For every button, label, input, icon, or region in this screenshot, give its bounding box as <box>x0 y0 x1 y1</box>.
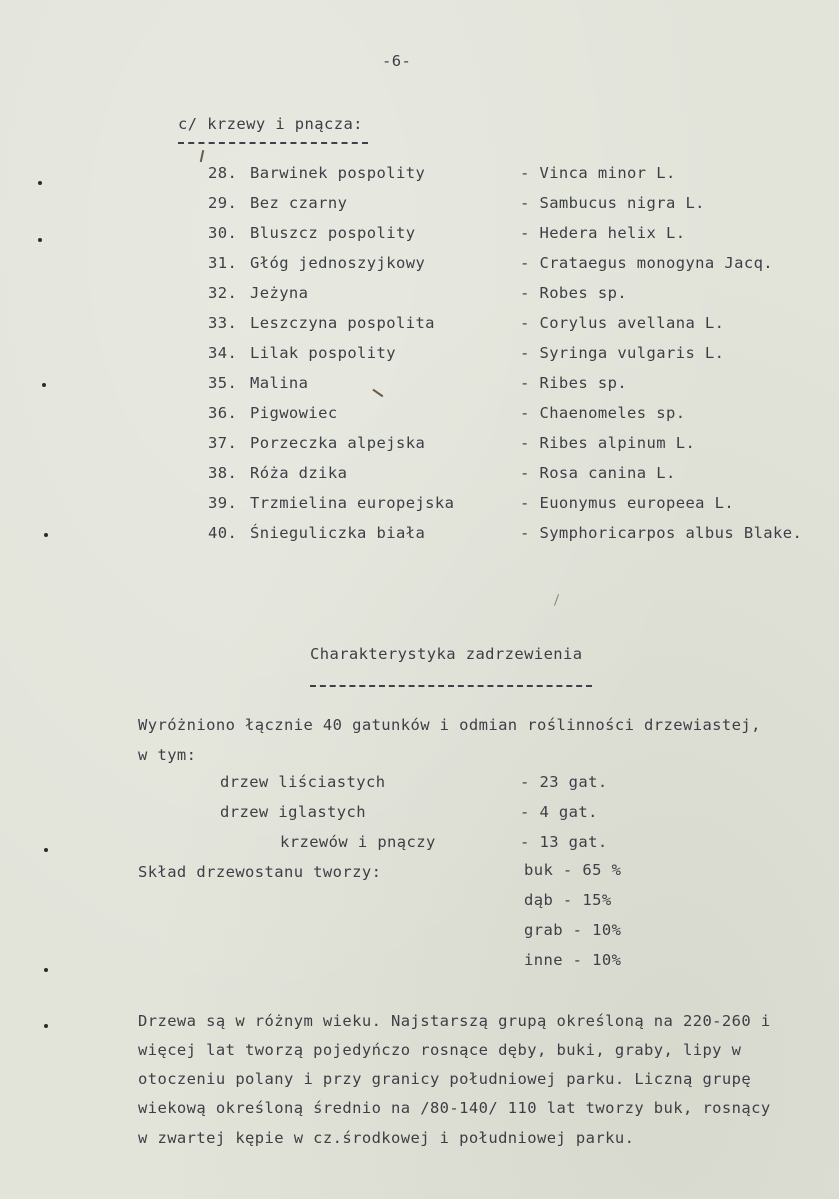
species-latin-name: - Ribes sp. <box>520 374 628 392</box>
species-number: 34. <box>208 344 238 362</box>
species-latin-name: - Sambucus nigra L. <box>520 194 705 212</box>
species-row <box>0 344 839 364</box>
species-number: 32. <box>208 284 238 302</box>
species-polish-name: Róża dzika <box>250 464 348 482</box>
pencil-mark <box>554 594 559 606</box>
composition-beech: buk - 65 % <box>524 861 622 879</box>
species-row <box>0 464 839 484</box>
species-row <box>0 194 839 214</box>
species-latin-name: - Vinca minor L. <box>520 164 676 182</box>
species-polish-name: Śnieguliczka biała <box>250 524 426 542</box>
species-number: 30. <box>208 224 238 242</box>
margin-dot <box>44 848 48 852</box>
species-number: 37. <box>208 434 238 452</box>
species-latin-name: - Hedera helix L. <box>520 224 686 242</box>
section-heading-underline <box>178 142 368 144</box>
species-latin-name: - Symphoricarpos albus Blake. <box>520 524 803 542</box>
species-polish-name: Malina <box>250 374 309 392</box>
species-row <box>0 404 839 424</box>
margin-dot <box>44 1024 48 1028</box>
characteristics-heading-underline <box>310 685 592 687</box>
species-polish-name: Leszczyna pospolita <box>250 314 435 332</box>
species-number: 40. <box>208 524 238 542</box>
intro-line-1: Wyróżniono łącznie 40 gatunków i odmian roślinności drzewiastej, <box>138 716 761 734</box>
composition-other: inne - 10% <box>524 951 622 969</box>
species-polish-name: Głóg jednoszyjkowy <box>250 254 426 272</box>
count-label-deciduous: drzew liściastych <box>220 773 386 791</box>
composition-label: Skład drzewostanu tworzy: <box>138 863 382 881</box>
species-latin-name: - Crataegus monogyna Jacq. <box>520 254 774 272</box>
species-number: 28. <box>208 164 238 182</box>
count-value-shrubs: - 13 gat. <box>520 833 608 851</box>
pencil-mark <box>200 150 204 162</box>
species-latin-name: - Ribes alpinum L. <box>520 434 696 452</box>
species-polish-name: Lilak pospolity <box>250 344 396 362</box>
species-latin-name: - Rosa canina L. <box>520 464 676 482</box>
section-heading: c/ krzewy i pnącza: <box>178 115 363 133</box>
margin-dot <box>42 383 46 387</box>
species-number: 31. <box>208 254 238 272</box>
count-value-coniferous: - 4 gat. <box>520 803 598 821</box>
composition-hornbeam: grab - 10% <box>524 921 622 939</box>
margin-dot <box>44 533 48 537</box>
species-number: 29. <box>208 194 238 212</box>
species-polish-name: Porzeczka alpejska <box>250 434 426 452</box>
page-number: -6- <box>382 52 412 70</box>
species-latin-name: - Euonymus europeea L. <box>520 494 735 512</box>
paragraph-line-4: wiekową określoną średnio na /80-140/ 110 lat tworzy buk, rosnący <box>138 1099 771 1117</box>
species-latin-name: - Syringa vulgaris L. <box>520 344 725 362</box>
species-row <box>0 434 839 454</box>
paragraph-line-1: Drzewa są w różnym wieku. Najstarszą grupą określoną na 220-260 i <box>138 1012 771 1030</box>
characteristics-heading: Charakterystyka zadrzewienia <box>310 645 583 663</box>
paragraph-line-3: otoczeniu polany i przy granicy południowej parku. Liczną grupę <box>138 1070 752 1088</box>
species-number: 38. <box>208 464 238 482</box>
species-row <box>0 374 839 394</box>
species-polish-name: Jeżyna <box>250 284 309 302</box>
species-polish-name: Pigwowiec <box>250 404 338 422</box>
species-polish-name: Bez czarny <box>250 194 348 212</box>
species-row <box>0 494 839 514</box>
margin-dot <box>44 968 48 972</box>
species-polish-name: Bluszcz pospolity <box>250 224 416 242</box>
margin-dot <box>38 238 42 242</box>
species-row <box>0 314 839 334</box>
species-number: 39. <box>208 494 238 512</box>
species-number: 36. <box>208 404 238 422</box>
species-polish-name: Trzmielina europejska <box>250 494 455 512</box>
species-row <box>0 254 839 274</box>
species-latin-name: - Robes sp. <box>520 284 628 302</box>
species-row <box>0 224 839 244</box>
count-value-deciduous: - 23 gat. <box>520 773 608 791</box>
species-row <box>0 524 839 544</box>
species-latin-name: - Corylus avellana L. <box>520 314 725 332</box>
species-number: 35. <box>208 374 238 392</box>
count-label-coniferous: drzew iglastych <box>220 803 366 821</box>
intro-line-2: w tym: <box>138 746 197 764</box>
species-number: 33. <box>208 314 238 332</box>
species-latin-name: - Chaenomeles sp. <box>520 404 686 422</box>
margin-dot <box>38 181 42 185</box>
species-polish-name: Barwinek pospolity <box>250 164 426 182</box>
species-row <box>0 164 839 184</box>
composition-oak: dąb - 15% <box>524 891 612 909</box>
paragraph-line-2: więcej lat tworzą pojedyńczo rosnące dęby, buki, graby, lipy w <box>138 1041 742 1059</box>
count-label-shrubs: krzewów i pnączy <box>280 833 436 851</box>
paragraph-line-5: w zwartej kępie w cz.środkowej i południowej parku. <box>138 1129 635 1147</box>
species-row <box>0 284 839 304</box>
